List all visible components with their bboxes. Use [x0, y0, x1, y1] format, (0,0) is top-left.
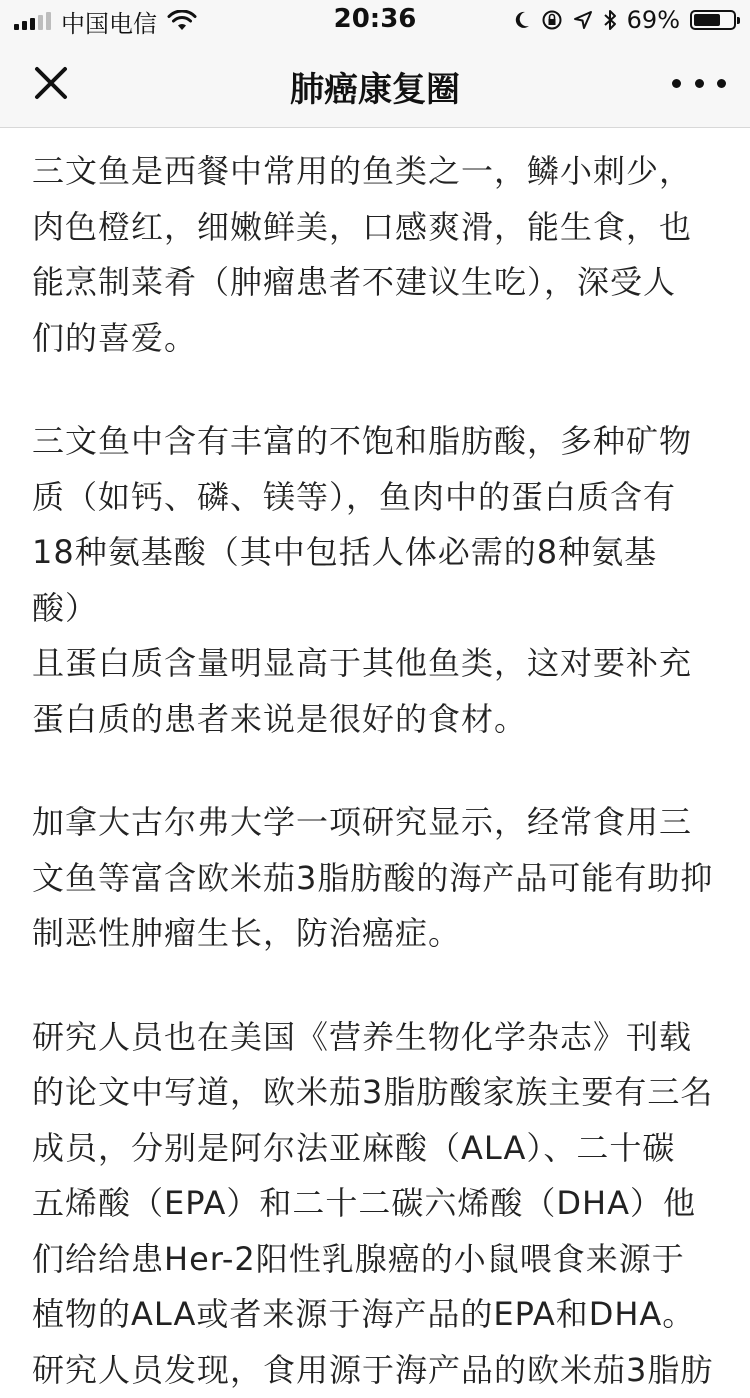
battery-icon: [690, 10, 736, 30]
article-paragraph-partial: 研究人员发现，食用源于海产品的欧米茄3脂肪: [32, 1343, 722, 1398]
status-right: [513, 5, 736, 35]
status-bar: [0, 0, 750, 40]
article-paragraph: 研究人员也在美国《营养生物化学杂志》刊载 的论文中写道，欧米茄3脂肪酸家族主要有三名 成员，分别是阿尔法亚麻酸（ALA）、二十碳 五烯酸（EPA）和二十二碳六烯酸（DHA）他 们给给患Her-2阳性乳腺癌的小鼠喂食来源于 植物的ALA或者来源于海产品的EPA和DHA。: [32, 1010, 722, 1343]
battery-percent: 69%: [627, 6, 680, 34]
article-paragraph: 三文鱼中含有丰富的不饱和脂肪酸，多种矿物 质（如钙、磷、镁等），鱼肉中的蛋白质含有 18种氨基酸（其中包括人体必需的8种氨基酸） 且蛋白质含量明显高于其他鱼类，这对要补充 蛋白质的患者来说是很好的食材。: [32, 414, 722, 747]
moon-icon: [513, 10, 531, 30]
more-icon[interactable]: [672, 60, 726, 106]
status-time: 20:36: [0, 4, 750, 34]
bluetooth-icon: [603, 9, 617, 31]
battery-fill: [694, 14, 720, 26]
nav-bar: [0, 40, 750, 128]
page-title: 肺癌康复圈: [0, 62, 750, 111]
location-icon: [573, 10, 593, 30]
article-paragraph: 加拿大古尔弗大学一项研究显示，经常食用三 文鱼等富含欧米茄3脂肪酸的海产品可能有助抑 制恶性肿瘤生长，防治癌症。: [32, 795, 722, 962]
carrier-label: 中国电信: [61, 4, 157, 39]
article-paragraph: 三文鱼是西餐中常用的鱼类之一，鳞小刺少， 肉色橙红，细嫩鲜美，口感爽滑，能生食，也 能烹制菜肴（肿瘤患者不建议生吃），深受人 们的喜爱。: [32, 144, 722, 366]
orientation-lock-icon: [541, 9, 563, 31]
article-content: [32, 128, 722, 1398]
